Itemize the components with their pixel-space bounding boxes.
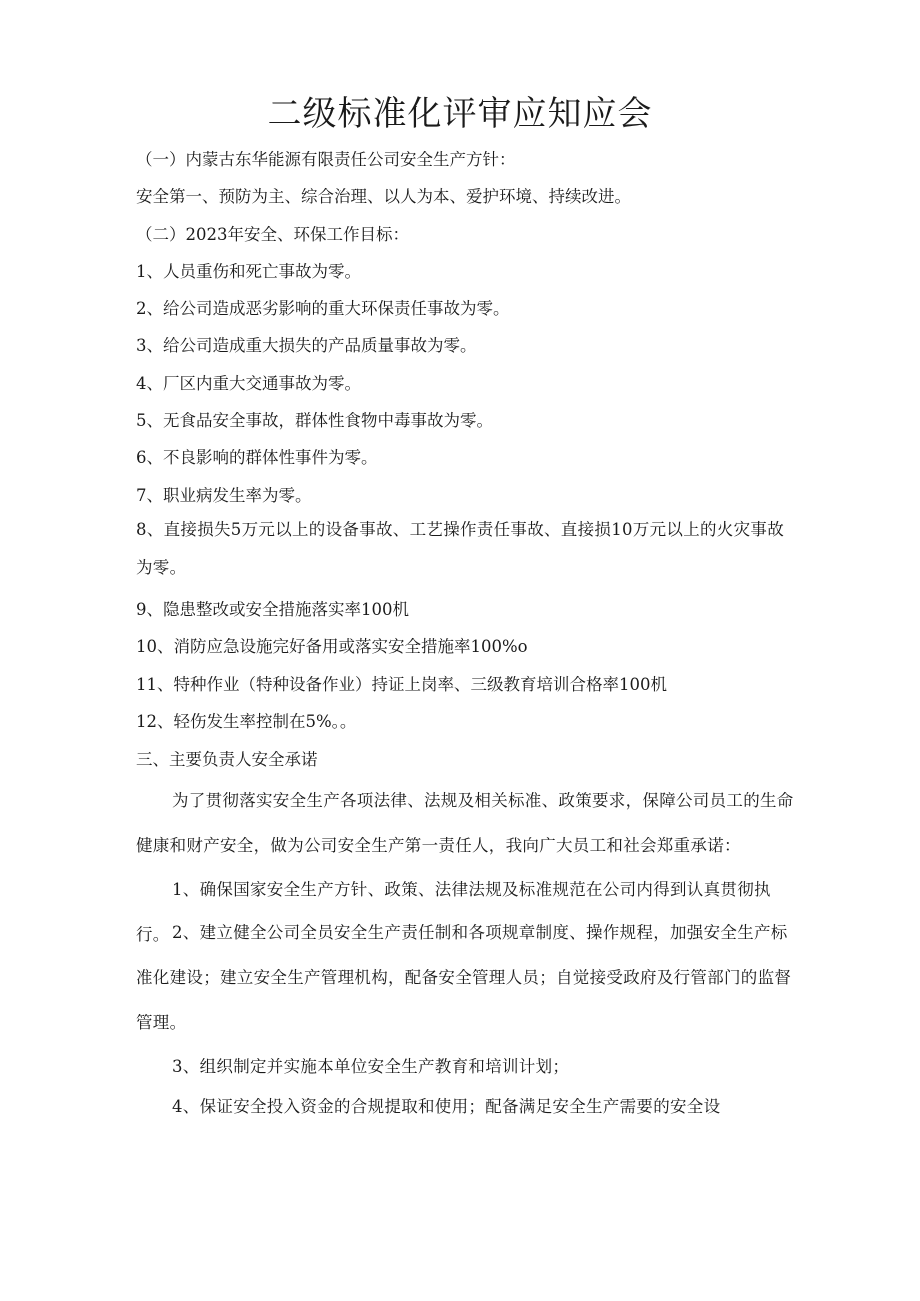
goal-item: 2、给公司造成恶劣影响的重大环保责任事故为零。 bbox=[136, 299, 510, 318]
goal-item: 11、特种作业（特种设备作业）持证上岗率、三级教育培训合格率100机 bbox=[136, 675, 667, 694]
goal-item: 5、无食品安全事故，群体性食物中毒事故为零。 bbox=[136, 411, 493, 430]
pledge-item: 2、建立健全公司全员安全生产责任制和各项规章制度、操作规程，加强安全生产标准化建设；建立安全生产管理机构，配备安全管理人员；自觉接受政府及行管部门的监督管理。 bbox=[136, 923, 792, 1032]
goal-item: 8、直接损失5万元以上的设备事故、工艺操作责任事故、直接损10万元以上的火灾事故为零。 bbox=[136, 520, 784, 577]
goal-item: 10、消防应急设施完好备用或落实安全措施率100%o bbox=[136, 637, 528, 656]
goal-item: 7、职业病发生率为零。 bbox=[136, 486, 312, 505]
goal-item: 4、厂区内重大交通事故为零。 bbox=[136, 374, 361, 393]
page-title: 二级标准化评审应知应会 bbox=[267, 94, 653, 134]
pledge-item: 3、组织制定并实施本单位安全生产教育和培训计划； bbox=[172, 1057, 570, 1076]
section1-heading: （一）内蒙古东华能源有限责任公司安全生产方针： bbox=[136, 150, 516, 169]
goal-item: 1、人员重伤和死亡事故为零。 bbox=[136, 262, 361, 281]
pledge-intro: 为了贯彻落实安全生产各项法律、法规及相关标准、政策要求，保障公司员工的生命健康和财产安全，做为公司安全生产第一责任人，我向广大员工和社会郑重承诺： bbox=[136, 791, 794, 855]
pledge-item: 1、确保国家安全生产方针、政策、法律法规及标准规范在公司内得到认真贯彻执行。 bbox=[136, 880, 771, 944]
goal-item: 12、轻伤发生率控制在5%。。 bbox=[136, 712, 357, 731]
goal-item: 9、隐患整改或安全措施落实率100机 bbox=[136, 600, 409, 619]
section1-body: 安全第一、预防为主、综合治理、以人为本、爱护环境、持续改进。 bbox=[136, 187, 631, 206]
goal-item: 6、不良影响的群体性事件为零。 bbox=[136, 448, 378, 467]
goal-item: 3、给公司造成重大损失的产品质量事故为零。 bbox=[136, 336, 477, 355]
section2-heading: （二）2023年安全、环保工作目标： bbox=[136, 225, 409, 244]
section3-heading: 三、主要负责人安全承诺 bbox=[136, 750, 318, 769]
pledge-item: 4、保证安全投入资金的合规提取和使用；配备满足安全生产需要的安全设 bbox=[172, 1097, 721, 1116]
